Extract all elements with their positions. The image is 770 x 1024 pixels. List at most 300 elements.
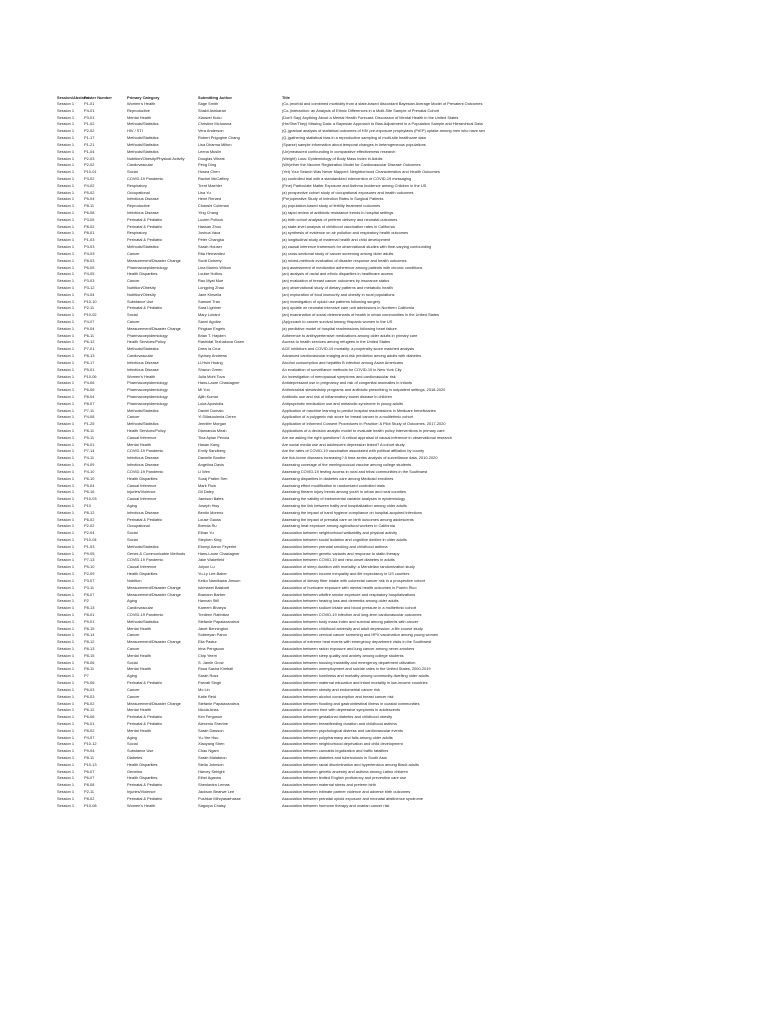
cell-poster: P9-01 <box>84 618 95 624</box>
cell-category: Substance Use <box>127 298 154 304</box>
cell-session: Session 1 <box>57 434 75 440</box>
table-row <box>57 312 707 319</box>
cell-poster: P1-03 <box>84 543 95 549</box>
cell-poster: P10-01 <box>84 169 97 175</box>
cell-category: Perinatal & Pediatric <box>127 680 163 686</box>
cell-title: (an) exploration of food insecurity and obesity in rural populations <box>282 291 395 297</box>
table-row <box>57 687 707 694</box>
cell-author: Sagorpa Chaisy <box>198 802 226 808</box>
cell-session: Session 1 <box>57 284 75 290</box>
table-row <box>57 339 707 346</box>
cell-session: Session 1 <box>57 203 75 209</box>
cell-session: Session 1 <box>57 257 75 263</box>
header-category: Primary Category <box>127 95 160 100</box>
cell-title: Association between genetic variants and response to statin therapy <box>282 550 400 556</box>
cell-poster: P6-02 <box>84 516 95 522</box>
cell-poster: P7-01 <box>84 346 95 352</box>
cell-session: Session 1 <box>57 673 75 679</box>
cell-poster: P8-12 <box>84 509 95 515</box>
cell-category: Occupational <box>127 189 150 195</box>
cell-author: Ajith Kumar <box>198 393 219 399</box>
cell-title: Association of extreme heat events with emergency department visits in the Southwest <box>282 639 432 645</box>
cell-title: Assessing heat exposure among agricultural workers in California <box>282 523 395 529</box>
cell-author: Janet Bennington <box>198 625 229 631</box>
cell-author: Xiaowei Kuku <box>198 114 222 120</box>
cell-session: Session 1 <box>57 366 75 372</box>
cell-poster: P6-16 <box>84 489 95 495</box>
cell-title: Association between loneliness and mortality among community-dwelling older adults <box>282 673 429 679</box>
cell-poster: P4-11 <box>84 455 95 461</box>
cell-author: Pushkar Mihryasarhasse <box>198 795 241 801</box>
cell-poster: P8-11 <box>84 666 95 672</box>
cell-title: Association between COVID-19 infection and long-term cardiovascular outcomes <box>282 611 422 617</box>
cell-author: Brian T. Hayden <box>198 332 226 338</box>
cell-title: Association between cannabis legalization and traffic fatalities <box>282 748 389 754</box>
cell-author: Julia Mohl Tova <box>198 373 225 379</box>
table-row <box>57 585 707 592</box>
cell-title: (Q-)gradual analysis of statistical outcomes of HIV pre-exposure prophylaxis (PrEP) uptake among men who have sex <box>282 128 486 134</box>
table-row <box>57 626 707 633</box>
cell-author: Hosea Chen <box>198 169 220 175</box>
cell-category: Genetics <box>127 768 143 774</box>
cell-poster: P8-02 <box>84 727 95 733</box>
cell-author: Angelina Davis <box>198 462 224 468</box>
cell-title: (Wh)ether the Vaccine Registration Model for Cardiovascular Disease Outcomes <box>282 162 421 168</box>
cell-session: Session 1 <box>57 175 75 181</box>
cell-session: Session 1 <box>57 155 75 161</box>
cell-author: Sara Lightner <box>198 305 222 311</box>
cell-poster: P8-01 <box>84 611 95 617</box>
table-row <box>57 408 707 415</box>
table-row <box>57 632 707 639</box>
cell-author: Rosa Sasha Kimball <box>198 666 234 672</box>
cell-author: Jake Wakefield <box>198 557 225 563</box>
cell-poster: P6-07 <box>84 775 95 781</box>
cell-session: Session 1 <box>57 761 75 767</box>
cell-author: Luka Apostolia <box>198 400 224 406</box>
cell-session: Session 1 <box>57 748 75 754</box>
cell-author: Elia Pastur <box>198 639 217 645</box>
table-row <box>57 203 707 210</box>
cell-category: Health Disparities <box>127 775 158 781</box>
cell-session: Session 1 <box>57 271 75 277</box>
cell-author: Diamanda Mirah <box>198 428 227 433</box>
cell-author: Emily Sandberg <box>198 448 226 454</box>
table-row <box>57 489 707 496</box>
cell-poster: P3-12 <box>84 284 95 290</box>
table-body <box>57 101 707 810</box>
cell-session: Session 1 <box>57 516 75 522</box>
cell-session: Session 1 <box>57 121 75 127</box>
table-row <box>57 694 707 701</box>
cell-poster: P8-11 <box>84 755 95 760</box>
cell-session: Session 1 <box>57 482 75 488</box>
table-row <box>57 564 707 571</box>
cell-poster: P2-02 <box>84 523 95 529</box>
cell-poster: P3-07 <box>84 577 95 583</box>
cell-category: Mental Health <box>127 625 152 631</box>
cell-author: Parvati Singh <box>198 680 222 686</box>
cell-title: Are the rates of COVID-19 vaccination associated with political affiliation by county <box>282 448 425 454</box>
cell-title: Association between prenatal opioid exposure and neonatal abstinence syndrome <box>282 795 424 801</box>
cell-session: Session 1 <box>57 720 75 726</box>
cell-session: Session 1 <box>57 462 75 468</box>
cell-category: Nutrition/Obesity <box>127 291 156 297</box>
table-row <box>57 680 707 687</box>
cell-title: Are tick-borne diseases increasing? A time-series analysis of surveillance data, 2010-2020 <box>282 455 438 461</box>
cell-author: Chaoshi Coleman <box>198 203 229 209</box>
table-row <box>57 789 707 796</box>
table-row <box>57 557 707 564</box>
table-row <box>57 496 707 503</box>
cell-title: Association between body mass index and survival among patients with cancer <box>282 618 419 624</box>
cell-session: Session 1 <box>57 346 75 352</box>
cell-session: Session 1 <box>57 114 75 120</box>
cell-category: Social <box>127 169 138 175</box>
cell-author: Hannah Still <box>198 598 219 604</box>
cell-category: Cancer <box>127 646 140 651</box>
cell-author: Sarah Malabeon <box>198 755 227 760</box>
cell-title: (an) evaluation of breast cancer outcomes by insurance status <box>282 278 390 284</box>
table-row <box>57 305 707 312</box>
cell-title: (a) controlled trial with a standardized intervention of COVID-19 messaging <box>282 175 412 181</box>
cell-author: Yu-Ly Lee-Baker <box>198 571 227 577</box>
cell-session: Session 1 <box>57 373 75 379</box>
cell-session: Session 1 <box>57 666 75 672</box>
table-row <box>57 278 707 285</box>
cell-session: Session 1 <box>57 107 75 113</box>
cell-author: Sharon Green <box>198 366 223 372</box>
cell-author: Trent Maehler <box>198 182 223 188</box>
cell-category: Aging <box>127 598 137 604</box>
table-row <box>57 503 707 510</box>
cell-category: Causal Inference <box>127 434 157 440</box>
cell-category: HIV / STI <box>127 128 143 134</box>
cell-session: Session 1 <box>57 700 75 706</box>
cell-poster: P6-11 <box>84 332 95 338</box>
table-row <box>57 435 707 442</box>
cell-session: Session 1 <box>57 325 75 331</box>
table-row <box>57 578 707 585</box>
table-row <box>57 639 707 646</box>
table-row <box>57 115 707 122</box>
cell-poster: P4-06 <box>84 380 95 386</box>
cell-title: An evaluation of surveillance methods for COVID-19 in New York City <box>282 366 402 372</box>
cell-poster: P3-03 <box>84 278 95 284</box>
table-row <box>57 190 707 197</box>
cell-author: Kim Ferguson <box>198 714 223 720</box>
cell-poster: P4-09 <box>84 462 95 468</box>
cell-category: Injuries/Violence <box>127 489 156 495</box>
cell-title: Advanced cardiovascular imaging and risk prediction among adults with diabetes <box>282 353 422 359</box>
cell-title: (an) assessment of medication adherence among patients with chronic conditions <box>282 264 423 270</box>
cell-session: Session 1 <box>57 693 75 699</box>
cell-title: Association between wildfire smoke exposure and respiratory hospitalizations <box>282 591 416 597</box>
cell-title: Association between COVID-19 and new-onset diabetes in adults <box>282 557 395 563</box>
table-row <box>57 769 707 776</box>
cell-title: Association between breastfeeding duration and childhood asthma <box>282 720 397 726</box>
cell-category: Infectious Disease <box>127 196 159 202</box>
cell-session: Session 1 <box>57 775 75 781</box>
cell-author: Ying Chang <box>198 210 219 215</box>
cell-session: Session 1 <box>57 128 75 134</box>
table-row <box>57 258 707 265</box>
cell-author: Katie Reid <box>198 693 216 699</box>
table-row <box>57 721 707 728</box>
cell-session: Session 1 <box>57 421 75 427</box>
table-row <box>57 592 707 599</box>
cell-session: Session 1 <box>57 223 75 229</box>
cell-session: Session 1 <box>57 298 75 304</box>
cell-poster: P2-04 <box>84 530 95 536</box>
cell-title: Association of sleep duration with mortality: a Mendelian randomization study <box>282 564 415 570</box>
cell-title: Association of dietary fiber intake with colorectal cancer risk in a prospective cohort <box>282 577 425 583</box>
cell-author: Stefanie Papalaxandrus <box>198 700 240 706</box>
cell-author: Mo Lin <box>198 686 210 692</box>
cell-category: Perinatal & Pediatric <box>127 720 163 726</box>
cell-title: Association between racial discrimination and hypertension among Black adults <box>282 761 419 767</box>
cell-category: Perinatal & Pediatric <box>127 782 163 788</box>
cell-category: Methods/Statistics <box>127 543 159 549</box>
cell-author: Li-Hsin Huang <box>198 359 223 365</box>
cell-author: Louse Gauss <box>198 516 221 522</box>
cell-author: Sarah Houser <box>198 244 223 250</box>
cell-author: Ishmaeel Balsbart <box>198 584 230 590</box>
cell-poster: P6-01 <box>84 720 95 726</box>
cell-poster: P1-02 <box>84 121 95 127</box>
cell-author: Shenkedra Lemas <box>198 782 230 788</box>
cell-category: Methods/Statistics <box>127 346 159 352</box>
cell-title: Association between intimate partner violence and adverse birth outcomes <box>282 789 411 795</box>
table-row <box>57 605 707 612</box>
cell-session: Session 1 <box>57 196 75 202</box>
cell-poster: P2-02 <box>84 162 95 168</box>
cell-title: Association between hearing loss and dementia among older adults <box>282 598 399 604</box>
cell-category: Methods/Statistics <box>127 244 159 250</box>
cell-author: Ethel Agarwa <box>198 775 221 781</box>
cell-category: Methods/Statistics <box>127 618 159 624</box>
cell-session: Session 1 <box>57 312 75 318</box>
cell-title: (Fine) Particulate Matter Exposure and Asthma Incidence among Children in the US <box>282 182 427 188</box>
cell-category: Perinatal & Pediatric <box>127 795 163 801</box>
cell-category: Methods/Statistics <box>127 407 159 413</box>
table-row <box>57 428 707 435</box>
cell-poster: P5-06 <box>84 680 95 686</box>
cell-category: Health Disparities <box>127 761 158 767</box>
cell-title: Association between flooding and gastrointestinal illness in coastal communities <box>282 700 420 706</box>
cell-category: Health Disparities <box>127 571 158 577</box>
cell-poster: P10-10 <box>84 298 97 304</box>
table-row <box>57 741 707 748</box>
cell-author: Peter Changka <box>198 237 224 243</box>
table-row <box>57 333 707 340</box>
cell-category: Aging <box>127 502 137 508</box>
cell-session: Session 1 <box>57 652 75 658</box>
cell-title: (an) observational study of dietary patterns and metabolic health <box>282 284 393 290</box>
cell-title: Association between sodium intake and blood pressure in a multiethnic cohort <box>282 605 417 611</box>
cell-category: Women's Health <box>127 373 156 379</box>
cell-poster: P4-07 <box>84 319 95 324</box>
cell-title: (an) examination of social determinants of health in urban communities in the United States <box>282 312 440 318</box>
cell-title: Association between psychological distress and cardiovascular events <box>282 727 403 733</box>
cell-title: Assessing coverage of the meningococcal vaccine among college students <box>282 462 412 468</box>
cell-session: Session 1 <box>57 680 75 686</box>
cell-session: Session 1 <box>57 305 75 311</box>
cell-poster: P8-14 <box>84 632 95 638</box>
cell-poster: P4-08 <box>84 414 95 420</box>
cell-session: Session 1 <box>57 577 75 583</box>
cell-category: Health Services/Policy <box>127 339 166 345</box>
table-row <box>57 448 707 455</box>
cell-category: Measurement/Disaster Change <box>127 700 181 706</box>
cell-category: Cancer <box>127 632 140 638</box>
cell-poster: P10-06 <box>84 373 97 379</box>
cell-category: Infectious Disease <box>127 462 159 468</box>
cell-category: Social <box>127 537 138 542</box>
table-row <box>57 299 707 306</box>
cell-session: Session 1 <box>57 162 75 168</box>
cell-title: Adherence to antihypertensive medications among older adults in primary care <box>282 332 418 338</box>
cell-author: Sarah Dawson <box>198 727 224 733</box>
cell-author: Peng Ding <box>198 162 217 168</box>
cell-poster: P5-01 <box>84 366 95 372</box>
cell-poster: P1-04 <box>84 148 95 154</box>
cell-category: Mental Health <box>127 727 152 733</box>
cell-title: Association between diabetes and tuberculosis in South Asia <box>282 755 387 760</box>
table-row <box>57 367 707 374</box>
cell-poster: P8-15 <box>84 625 95 631</box>
table-row <box>57 251 707 258</box>
cell-category: Causal Inference <box>127 496 157 502</box>
cell-author: Douglas Wheat <box>198 155 225 161</box>
cell-author: Sage Smith <box>198 101 219 106</box>
cell-title: (a) prospective cohort study of occupational exposures and health outcomes <box>282 189 414 195</box>
cell-session: Session 1 <box>57 407 75 413</box>
cell-title: Assessing the impact of prenatal care on birth outcomes among adolescents <box>282 516 414 522</box>
table-row <box>57 551 707 558</box>
cell-title: Antimicrobial stewardship programs and antibiotic prescribing in outpatient settings, 2018-2020 <box>282 387 446 393</box>
cell-title: Assessing the link between frailty and hospitalization among older adults <box>282 502 407 508</box>
cell-session: Session 1 <box>57 475 75 481</box>
cell-title: (Ap)proach to cancer survival among Hispanic women in the US <box>282 319 393 324</box>
cell-title: Association between neighborhood walkability and physical activity <box>282 530 398 536</box>
cell-category: Nutrition/Obesity/Physical Activity <box>127 155 185 161</box>
cell-author: Gil Daley <box>198 489 214 495</box>
cell-poster: P8-03 <box>84 257 95 263</box>
cell-session: Session 1 <box>57 353 75 359</box>
cell-poster: P4-04 <box>84 291 95 297</box>
table-row <box>57 660 707 667</box>
cell-session: Session 1 <box>57 755 75 760</box>
cell-author: Jolyon Lu <box>198 564 215 570</box>
cell-category: Cardiovascular <box>127 605 153 611</box>
cell-author: Yi Sillasoulenia Ceren <box>198 414 236 420</box>
cell-poster: P6-06 <box>84 387 95 393</box>
cell-category: Measurement/Disaster Change <box>127 325 181 331</box>
cell-author: Brenda Ru <box>198 523 217 529</box>
cell-session: Session 1 <box>57 571 75 577</box>
cell-author: Hasan Kang <box>198 441 220 447</box>
cell-session: Session 1 <box>57 768 75 774</box>
cell-title: (a) state-level analysis of childhood vaccination rates in California <box>282 223 395 229</box>
cell-title: Association of screen time with depressive symptoms in adolescents <box>282 707 401 713</box>
cell-category: Methods/Statistics <box>127 141 159 147</box>
cell-author: Benito Moreno <box>198 509 224 515</box>
cell-category: COVID-19 Pandemic <box>127 175 164 181</box>
table-row <box>57 442 707 449</box>
table-row <box>57 108 707 115</box>
cell-category: Mental Health <box>127 441 152 447</box>
cell-poster: P6-02 <box>84 700 95 706</box>
cell-category: Infectious Disease <box>127 509 159 515</box>
table-row <box>57 666 707 673</box>
cell-session: Session 1 <box>57 489 75 495</box>
cell-title: (Un)measured confounding in comparative effectiveness research <box>282 148 396 154</box>
cell-author: Leena Muslin <box>198 148 222 154</box>
cell-category: Social <box>127 530 138 536</box>
cell-title: Association between housing instability and emergency department utilization <box>282 659 416 665</box>
cell-title: Assessing disparities in diabetes care among Medicaid enrollees <box>282 475 394 481</box>
table-row <box>57 346 707 353</box>
cell-author: Rashidat Tezhakova Owen <box>198 339 245 345</box>
table-row <box>57 142 707 149</box>
cell-title: Assessing the impact of hand hygiene compliance on hospital-acquired infections <box>282 509 422 515</box>
cell-poster: P10-02 <box>84 312 97 318</box>
cell-title: ACE inhibitors and COVID-19 mortality: a propensity score matched analysis <box>282 346 415 352</box>
cell-poster: P2 <box>84 598 89 604</box>
cell-session: Session 1 <box>57 393 75 399</box>
cell-author: Hans-Laure Chastagner <box>198 380 240 386</box>
cell-poster: P6-03 <box>84 693 95 699</box>
cell-category: Genes & Communicable Methods <box>127 550 186 556</box>
table-row <box>57 224 707 231</box>
cell-poster: P6-03 <box>84 686 95 692</box>
cell-category: Nutrition <box>127 577 142 583</box>
cell-title: Association between sleep quality and anxiety among college students <box>282 652 404 658</box>
cell-category: Pharmacoepidemiology <box>127 393 168 399</box>
cell-author: Ethan Yu <box>198 530 214 536</box>
cell-author: Tredeen Rattnikar <box>198 611 229 617</box>
cell-category: Cancer <box>127 686 140 692</box>
cell-session: Session 1 <box>57 639 75 645</box>
cell-title: (a) longitudinal study of maternal health and child development <box>282 237 391 243</box>
cell-poster: P10-08 <box>84 802 97 808</box>
cell-title: (a) cross-sectional study of cancer screening among older adults <box>282 250 394 256</box>
cell-title: Antidepressant use in pregnancy and risk of congenital anomalies in infants <box>282 380 412 386</box>
cell-category: Methods/Statistics <box>127 148 159 154</box>
table-row <box>57 714 707 721</box>
cell-category: Respiratory <box>127 230 147 236</box>
cell-session: Session 1 <box>57 264 75 270</box>
cell-author: Christine McIvanna <box>198 121 232 127</box>
cell-category: Causal Inference <box>127 482 157 488</box>
header-author: Submitting Author <box>198 95 232 100</box>
cell-author: Stefanie Papalaxandrus <box>198 618 240 624</box>
cell-session: Session 1 <box>57 714 75 720</box>
cell-category: Nutrition/Obesity <box>127 284 156 290</box>
spreadsheet <box>57 94 707 810</box>
cell-poster: P2-11 <box>84 789 95 795</box>
cell-author: Harvey Sehight <box>198 768 225 774</box>
cell-poster: P3-02 <box>84 175 95 181</box>
cell-poster: P7-13 <box>84 557 95 563</box>
table-row <box>57 265 707 272</box>
cell-session: Session 1 <box>57 557 75 563</box>
cell-session: Session 1 <box>57 598 75 604</box>
cell-poster: P7 <box>84 673 89 679</box>
header-session: Session/Abstract <box>57 95 89 100</box>
cell-category: Women's Health <box>127 802 156 808</box>
